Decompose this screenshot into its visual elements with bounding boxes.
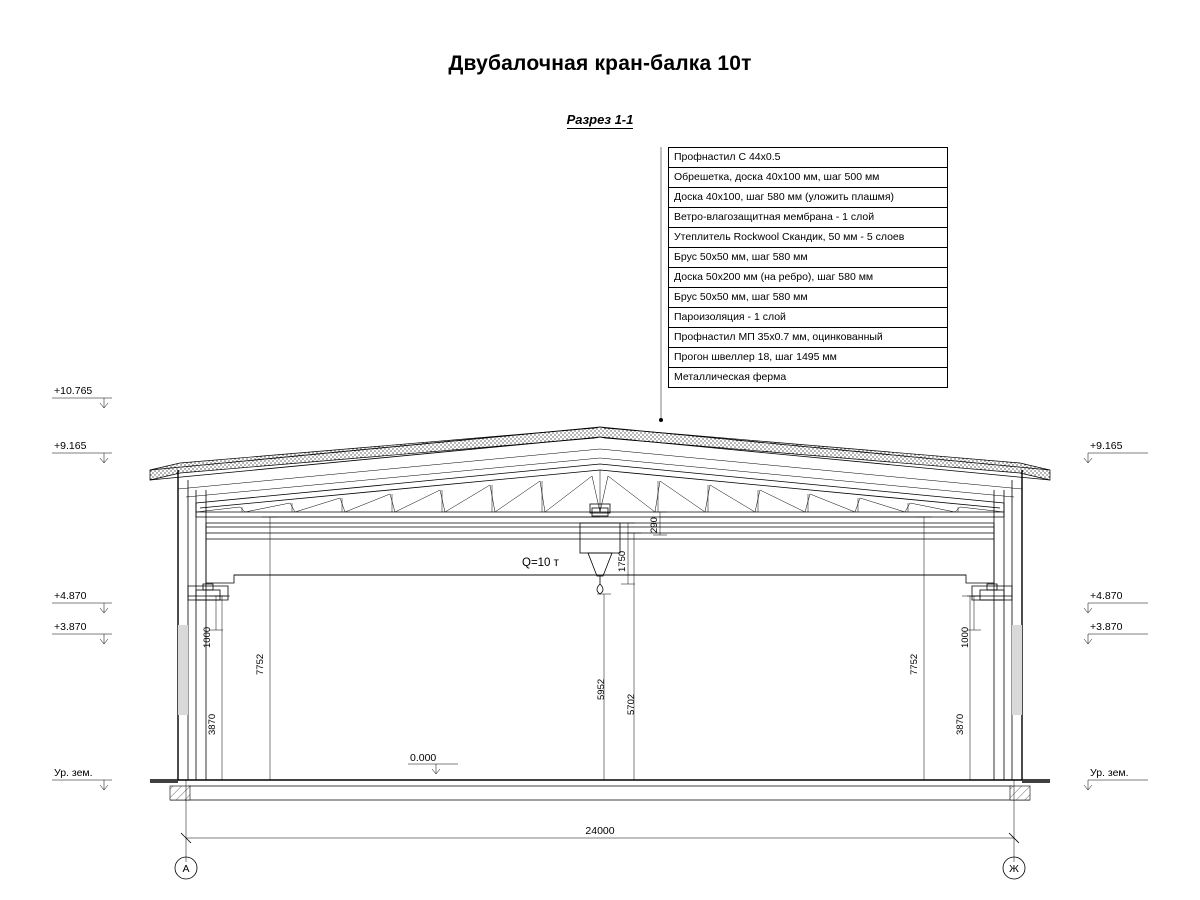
axis-label-right: Ж xyxy=(1009,863,1019,875)
dimension-label: 3870 xyxy=(207,713,218,735)
legend-item: Брус 50х50 мм, шаг 580 мм xyxy=(669,288,947,308)
ground-level-label-left: Ур. зем. xyxy=(54,767,93,779)
section-label: Разрез 1-1 xyxy=(566,112,634,127)
page-title: Двубалочная кран-балка 10т xyxy=(448,52,752,75)
level-mark: +9.165 xyxy=(1090,440,1123,452)
level-mark: +3.870 xyxy=(54,621,87,633)
load-label: Q=10 т xyxy=(522,557,559,569)
level-mark: +9.165 xyxy=(54,440,87,452)
ground-level-label-right: Ур. зем. xyxy=(1090,767,1129,779)
dimension-label: 290 xyxy=(649,517,660,533)
dimension-label: 7752 xyxy=(909,653,920,675)
dimension-label: 7752 xyxy=(255,653,266,675)
legend-item: Прогон швеллер 18, шаг 1495 мм xyxy=(669,348,947,368)
legend-item: Брус 50х50 мм, шаг 580 мм xyxy=(669,248,947,268)
level-mark: +3.870 xyxy=(1090,621,1123,633)
dimension-label: 5952 xyxy=(596,678,607,700)
dimension-label: 3870 xyxy=(955,713,966,735)
legend-item: Утеплитель Rockwool Скандик, 50 мм - 5 слоев xyxy=(669,228,947,248)
legend-item: Металлическая ферма xyxy=(669,368,947,388)
dimension-label: 1000 xyxy=(960,626,971,648)
legend-item: Профнастил С 44х0.5 xyxy=(669,148,947,168)
legend-item: Ветро-влагозащитная мембрана - 1 слой xyxy=(669,208,947,228)
level-mark: +10.765 xyxy=(54,385,93,397)
axis-label-left: А xyxy=(182,863,190,875)
legend-item: Пароизоляция - 1 слой xyxy=(669,308,947,328)
legend-item: Доска 50х200 мм (на ребро), шаг 580 мм xyxy=(669,268,947,288)
overall-dimension-label: 24000 xyxy=(585,825,615,837)
dimension-label: 1000 xyxy=(202,626,213,648)
level-mark: +4.870 xyxy=(54,590,87,602)
level-mark: +4.870 xyxy=(1090,590,1123,602)
legend-item: Обрешетка, доска 40х100 мм, шаг 500 мм xyxy=(669,168,947,188)
zero-level-label: 0.000 xyxy=(410,752,437,764)
legend-item: Профнастил МП 35х0.7 мм, оцинкованный xyxy=(669,328,947,348)
legend-item: Доска 40х100, шаг 580 мм (уложить плашмя) xyxy=(669,188,947,208)
dimension-label: 1750 xyxy=(617,550,628,572)
dimension-label: 5702 xyxy=(626,693,637,715)
